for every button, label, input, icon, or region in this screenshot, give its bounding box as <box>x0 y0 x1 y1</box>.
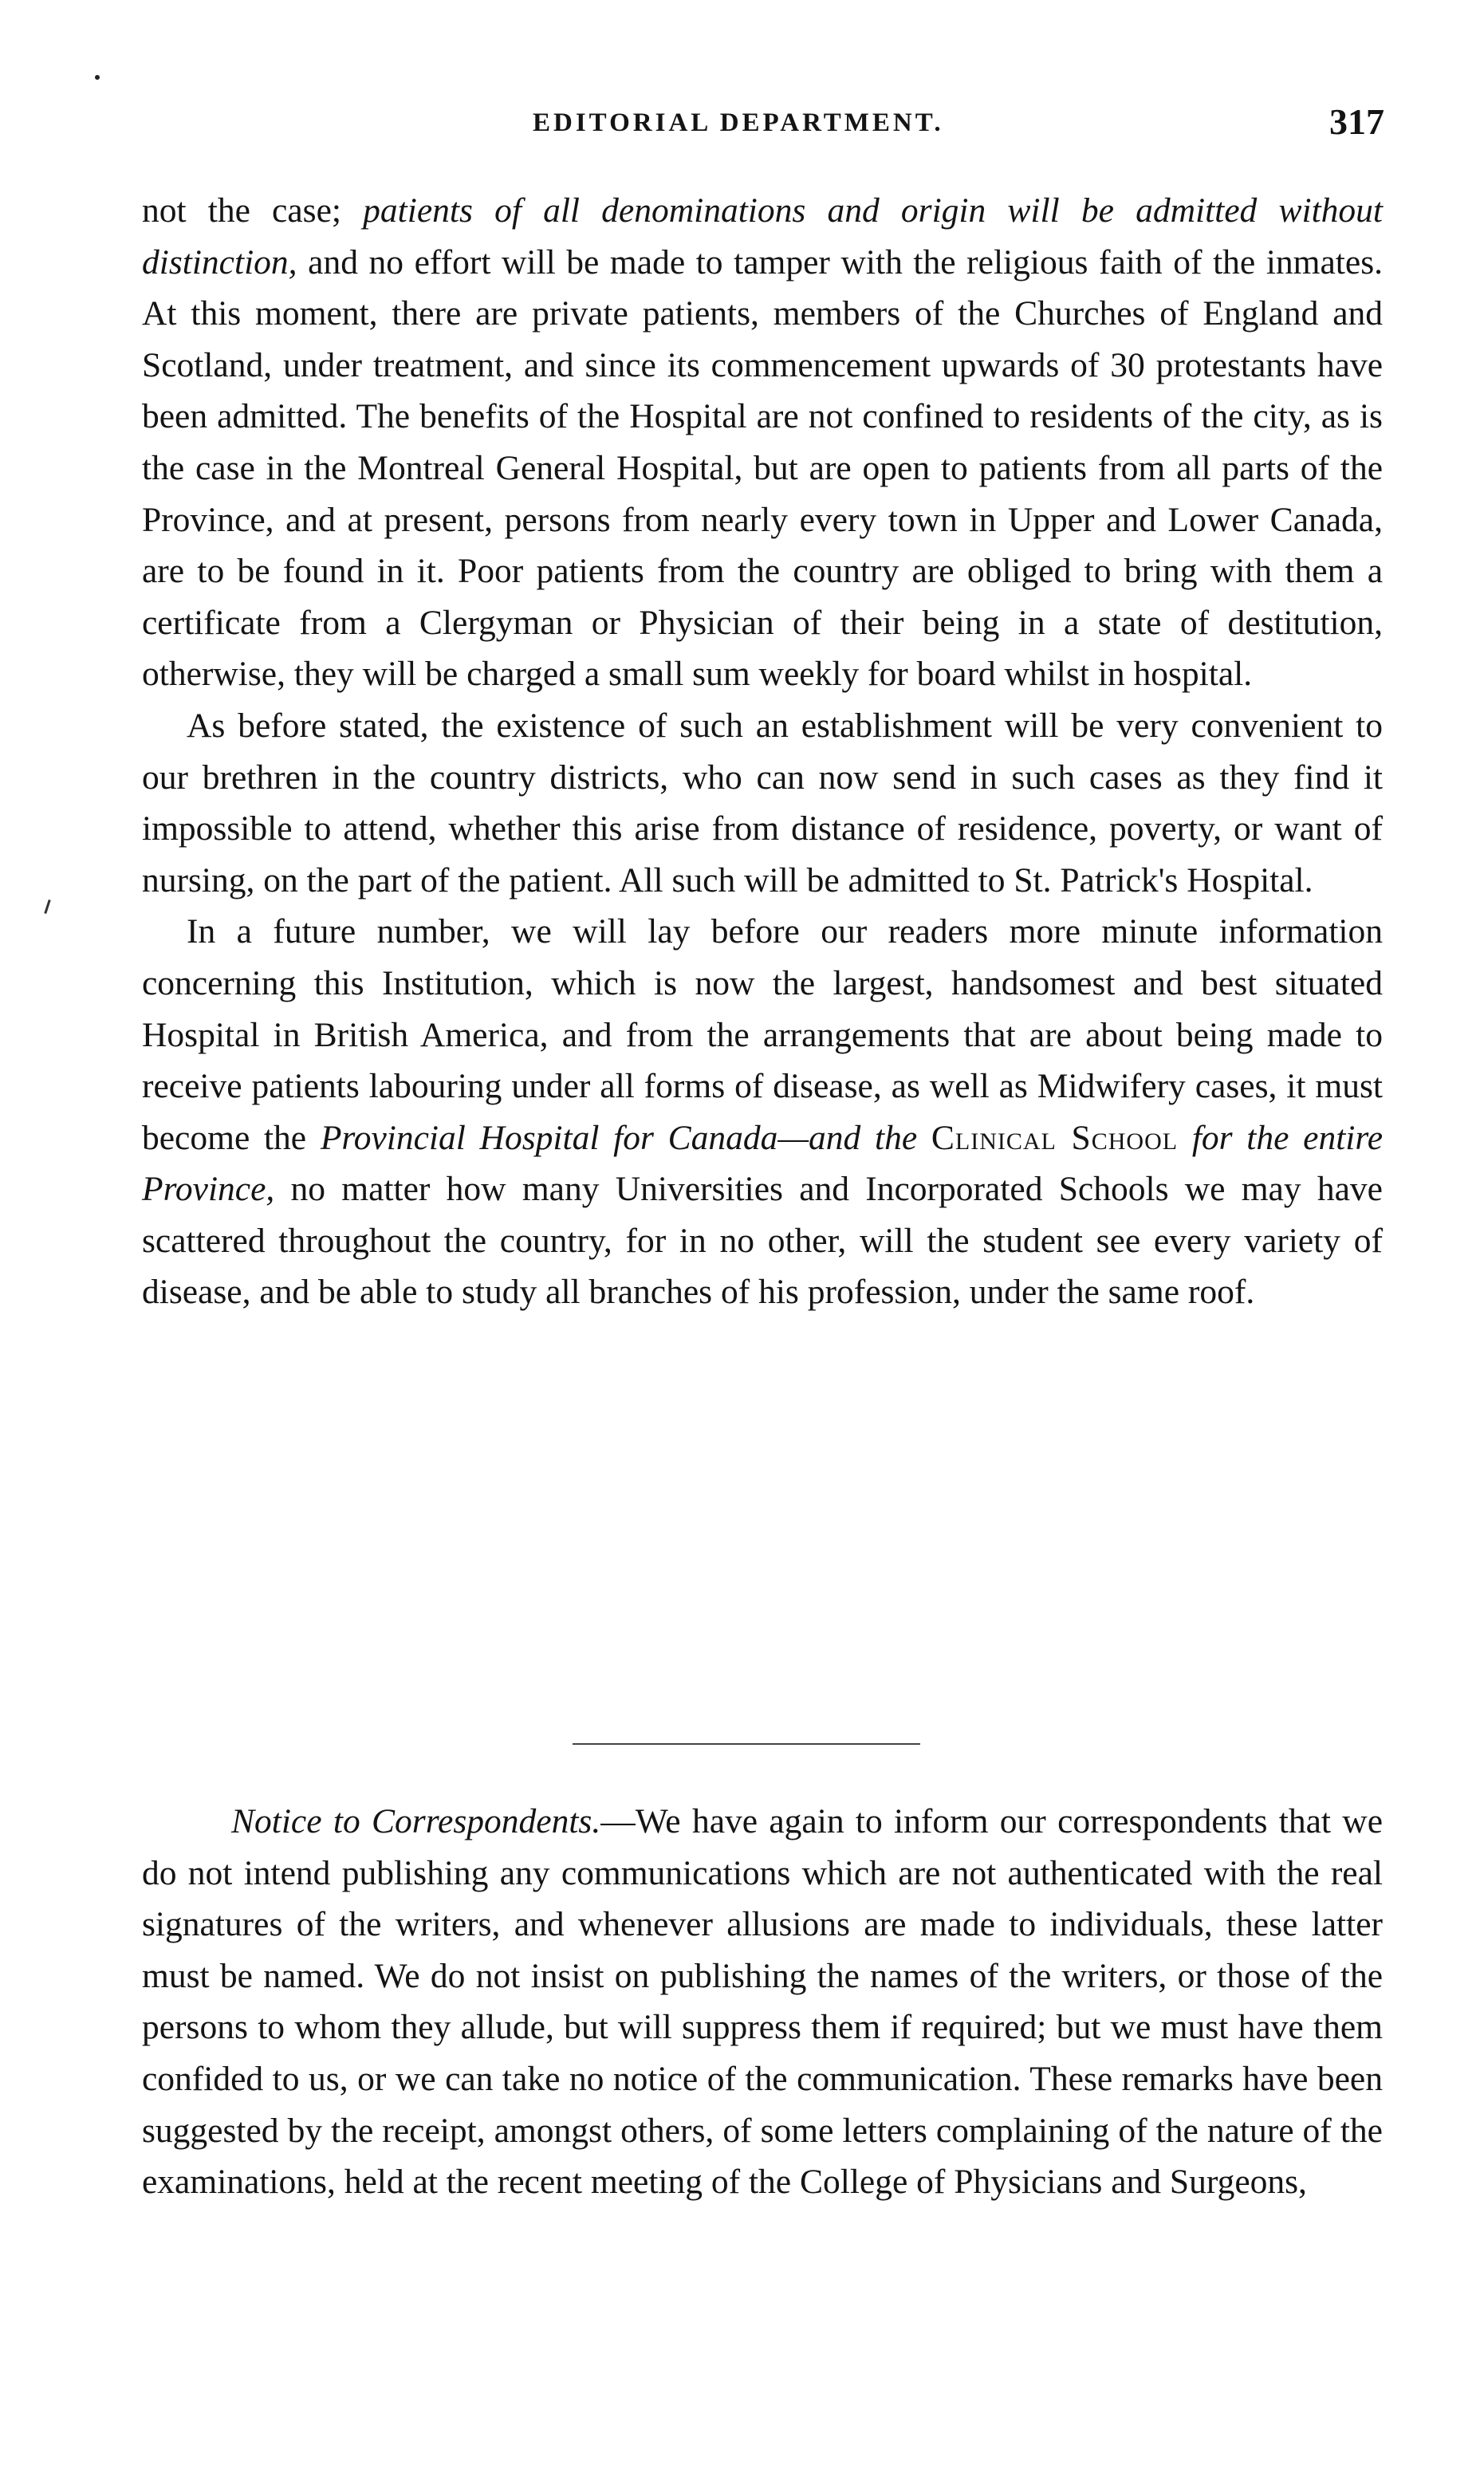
notice-paragraph <box>142 1796 1383 2208</box>
margin-mark <box>44 900 50 914</box>
notice-section <box>142 1796 1383 2208</box>
main-text <box>142 185 1383 1318</box>
paragraph-future-number: In a future number, we will lay before our readers more minute information concerning this Institution, which is now the largest, handsomest and best situated Hospital in British America, and from the arrangements that are about being made to receive patients labouring under all forms of disease, as well as Midwifery cases, it must become the Provincial Hospital for Canada—and the Clinical School for the entire Province, no matter how many Universities and Incorporated Schools we may have scattered throughout the country, for in no other, will the student see every variety of disease, and be able to study all branches of his profession, under the same roof. <box>142 912 1383 1312</box>
paragraph-hospital-admission: not the case; patients of all denominations and origin will be admitted without distinction, and no effort will be made to tamper with the religious faith of the inmates. At this moment, there are private patients, members of the Churches of England and Scotland, under treatment, and since its commencement upwards of 30 protestants have been admitted. The benefits of the Hospital are not confined to residents of the city, as is the case in the Montreal General Hospital, but are open to patients from all parts of the Province, and at present, persons from nearly every town in Upper and Lower Canada, are to be found in it. Poor patients from the country are obliged to bring with them a certificate from a Clergyman or Physician of their being in a state of destitution, otherwise, they will be charged a small sum weekly for board whilst in hospital. <box>142 191 1383 694</box>
paragraph-convenience: As before stated, the existence of such an establishment will be very convenient to our brethren in the country districts, who can now send in such cases as they find it impossible to attend, whether this arise from distance of residence, poverty, or want of nursing, on the part of the patient. All such will be admitted to St. Patrick's Hospital. <box>142 706 1383 900</box>
page-header <box>140 101 1384 153</box>
print-speck <box>95 75 100 80</box>
notice-heading: Notice to Correspondents. <box>231 1802 601 1840</box>
notice-body: —We have again to inform our correspondents that we do not intend publishing any communications which are not authenticated with the real signatures of the writers, and whenever allusions are made to individuals, these latter must be named. We do not insist on publishing the names of the writers, or those of the persons to whom they allude, but will suppress them if required; but we must have them confided to us, or we can take no notice of the communication. These remarks have been suggested by the receipt, amongst others, of some letters complaining of the nature of the examinations, held at the recent meeting of the College of Physicians and Surgeons, <box>142 1802 1384 2202</box>
italic-phrase: patients of all denominations and origin will be admitted without distinction, <box>142 191 1383 281</box>
running-head: EDITORIAL DEPARTMENT. <box>533 108 944 137</box>
italic-phrase: for the entire Province, <box>142 1118 1383 1209</box>
small-caps-phrase: Clinical School <box>931 1118 1179 1157</box>
section-divider <box>573 1743 920 1745</box>
page-number: 317 <box>1329 101 1384 142</box>
italic-phrase: Provincial Hospital for Canada—and the <box>320 1118 918 1157</box>
